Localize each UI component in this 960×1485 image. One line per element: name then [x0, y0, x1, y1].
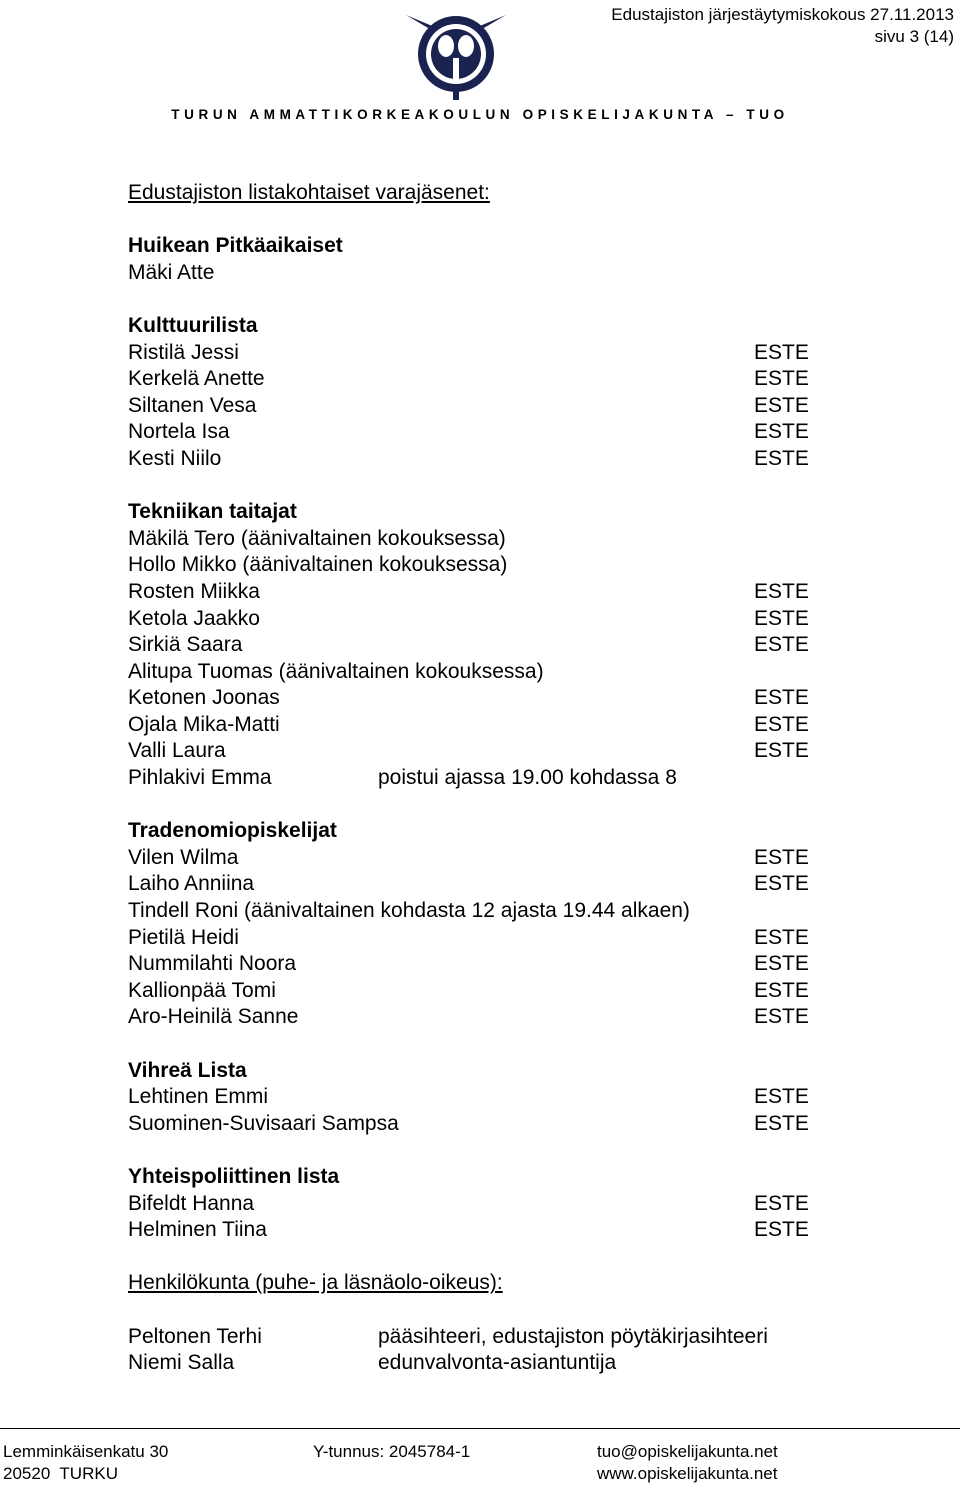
member-name: Pietilä Heidi [128, 925, 239, 949]
staff-row [128, 1324, 948, 1351]
staff-role: edunvalvonta-asiantuntija [378, 1351, 617, 1375]
spacer [128, 473, 948, 500]
list-item [128, 898, 948, 925]
footer-business-id [313, 1441, 470, 1463]
tuo-logo-icon [400, 2, 512, 102]
member-status: ESTE [754, 686, 809, 710]
member-name: Tindell Roni (äänivaltainen kohdasta 12 ajasta 19.44 alkaen) [128, 899, 690, 923]
list-item [128, 712, 948, 739]
member-name: Hollo Mikko (äänivaltainen kokouksessa) [128, 553, 508, 577]
list-item [128, 260, 948, 287]
list-item [128, 526, 948, 553]
member-name: Helminen Tiina [128, 1218, 267, 1242]
member-name: Ojala Mika-Matti [128, 712, 280, 736]
member-name: Ketola Jaakko [128, 606, 260, 630]
list-item [128, 765, 948, 792]
staff-role: pääsihteeri, edustajiston pöytäkirjasihteeri [378, 1324, 768, 1348]
member-status: ESTE [754, 446, 809, 470]
member-name: Suominen-Suvisaari Sampsa [128, 1111, 399, 1135]
footer-address [3, 1441, 168, 1485]
member-name: Sirkiä Saara [128, 633, 243, 657]
member-status: ESTE [754, 606, 809, 630]
member-name: Kerkelä Anette [128, 367, 265, 391]
member-name: Bifeldt Hanna [128, 1191, 255, 1215]
footer-email: tuo@opiskelijakunta.net [597, 1442, 778, 1461]
list-item [128, 632, 948, 659]
member-status: ESTE [754, 1085, 809, 1109]
staff-name: Niemi Salla [128, 1351, 235, 1375]
member-status: ESTE [754, 367, 809, 391]
list-item [128, 393, 948, 420]
list-item [128, 1191, 948, 1218]
list-item [128, 446, 948, 473]
member-name: Kesti Niilo [128, 446, 222, 470]
list-item [128, 1004, 948, 1031]
list-item [128, 1111, 948, 1138]
member-name: Kallionpää Tomi [128, 978, 276, 1002]
list-item [128, 845, 948, 872]
staff-row [128, 1350, 948, 1377]
member-name: Laiho Anniina [128, 872, 255, 896]
spacer [128, 1244, 948, 1271]
member-name: Nortela Isa [128, 420, 230, 444]
member-name: Mäki Atte [128, 260, 215, 284]
list-item [128, 552, 948, 579]
member-status: ESTE [754, 633, 809, 657]
member-status: ESTE [754, 1005, 809, 1029]
member-status: ESTE [754, 978, 809, 1002]
member-name: Mäkilä Tero (äänivaltainen kokouksessa) [128, 526, 506, 550]
list-item [128, 606, 948, 633]
member-status: ESTE [754, 925, 809, 949]
member-status: ESTE [754, 712, 809, 736]
staff-heading: Henkilökunta (puhe- ja läsnäolo-oikeus): [128, 1271, 503, 1295]
spacer [128, 207, 948, 234]
member-status: ESTE [754, 393, 809, 417]
page-number: sivu 3 (14) [874, 27, 954, 46]
list-group-title: Vihreä Lista [128, 1058, 247, 1082]
list-group-title: Tekniikan taitajat [128, 500, 297, 524]
section-heading: Edustajiston listakohtaiset varajäsenet: [128, 181, 490, 204]
member-status: ESTE [754, 1191, 809, 1215]
member-name: Alitupa Tuomas (äänivaltainen kokouksessa) [128, 659, 544, 683]
list-item [128, 340, 948, 367]
member-name: Ketonen Joonas [128, 686, 280, 710]
list-item [128, 419, 948, 446]
footer-address-line2: 20520 TURKU [3, 1464, 118, 1483]
member-status: ESTE [754, 340, 809, 364]
footer-address-line1: Lemminkäisenkatu 30 [3, 1442, 169, 1461]
list-item [128, 978, 948, 1005]
business-id: Y-tunnus: 2045784-1 [313, 1442, 471, 1461]
staff-list [128, 1324, 948, 1377]
member-name: Pihlakivi Emma [128, 766, 272, 790]
list-item [128, 659, 948, 686]
member-name: Siltanen Vesa [128, 393, 257, 417]
list-item [128, 925, 948, 952]
member-note: poistui ajassa 19.00 kohdassa 8 [378, 766, 677, 790]
staff-name: Peltonen Terhi [128, 1324, 262, 1348]
member-name: Lehtinen Emmi [128, 1085, 269, 1109]
list-item [128, 366, 948, 393]
footer-contact [597, 1441, 778, 1485]
list-item [128, 738, 948, 765]
member-name: Rosten Miikka [128, 579, 260, 603]
document-title: Edustajiston järjestäytymiskokous 27.11.2013 [611, 5, 954, 24]
organization-name: TURUN AMMATTIKORKEAKOULUN OPISKELIJAKUNTA – TUO [171, 107, 789, 122]
member-status: ESTE [754, 845, 809, 869]
document-body [128, 180, 948, 1377]
spacer [128, 1137, 948, 1164]
list-groups [128, 233, 948, 1270]
page-header-info [611, 4, 954, 48]
member-status: ESTE [754, 420, 809, 444]
list-item [128, 685, 948, 712]
member-name: Valli Laura [128, 739, 226, 763]
list-group-title: Huikean Pitkäaikaiset [128, 234, 343, 258]
list-group-title: Kulttuurilista [128, 313, 258, 337]
list-item [128, 951, 948, 978]
list-item [128, 1084, 948, 1111]
footer-website: www.opiskelijakunta.net [597, 1464, 778, 1483]
member-status: ESTE [754, 872, 809, 896]
member-name: Ristilä Jessi [128, 340, 239, 364]
spacer [128, 1297, 948, 1324]
list-item [128, 579, 948, 606]
list-group-title: Tradenomiopiskelijat [128, 819, 337, 843]
list-item [128, 871, 948, 898]
spacer [128, 286, 948, 313]
spacer [128, 1031, 948, 1058]
list-group-title: Yhteispoliittinen lista [128, 1164, 340, 1188]
member-status: ESTE [754, 1111, 809, 1135]
member-status: ESTE [754, 579, 809, 603]
list-item [128, 1217, 948, 1244]
member-status: ESTE [754, 1218, 809, 1242]
spacer [128, 792, 948, 819]
member-status: ESTE [754, 952, 809, 976]
member-status: ESTE [754, 739, 809, 763]
member-name: Vilen Wilma [128, 845, 239, 869]
member-name: Nummilahti Noora [128, 952, 297, 976]
member-name: Aro-Heinilä Sanne [128, 1005, 299, 1029]
footer-divider [0, 1428, 960, 1429]
